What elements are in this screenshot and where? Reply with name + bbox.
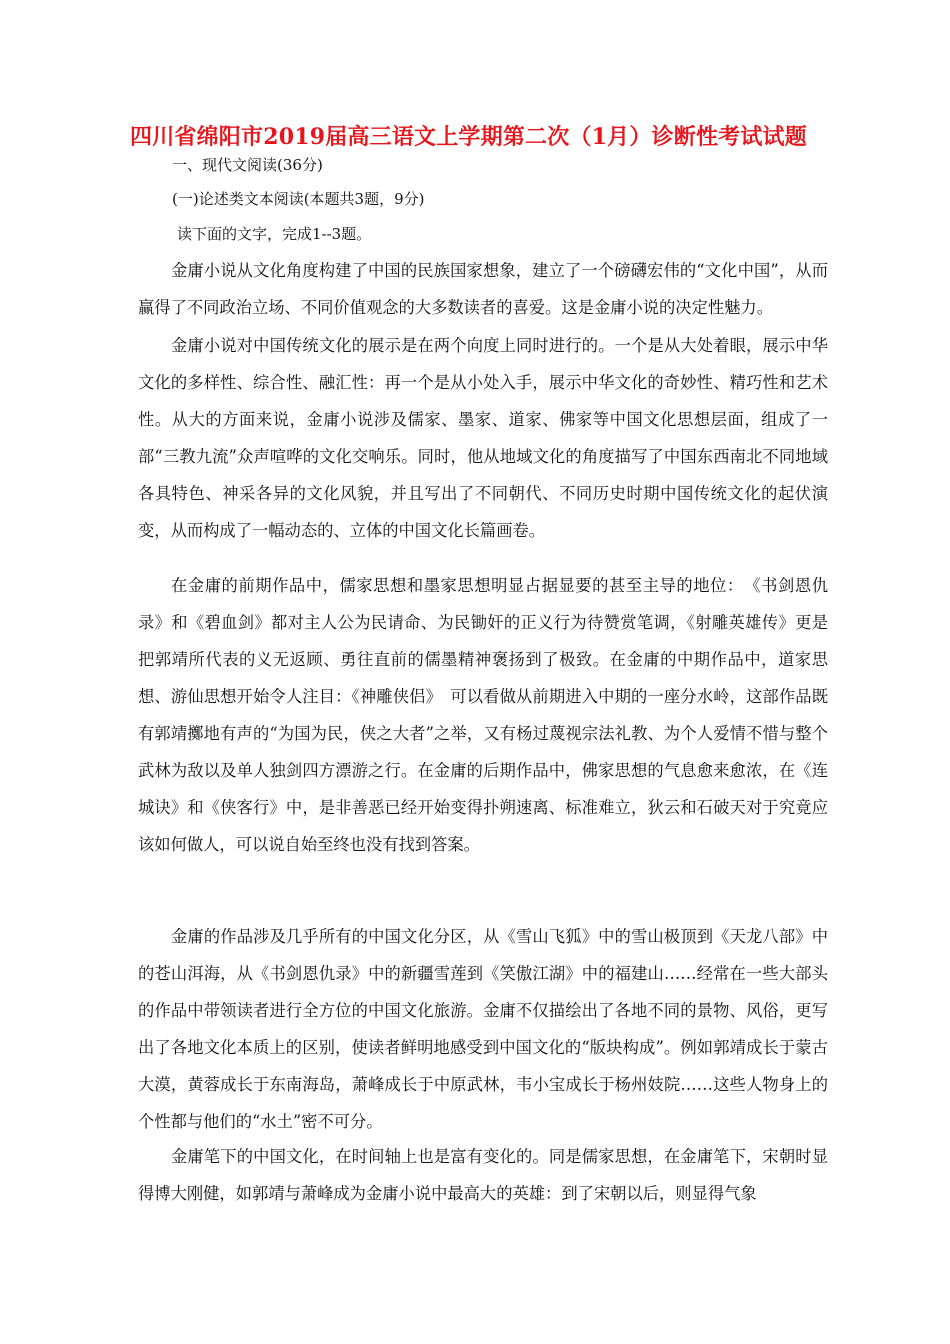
reading-instruction: 读下面的文字，完成1--3题。	[177, 225, 372, 243]
paragraph-2: 金庸小说对中国传统文化的展示是在两个向度上同时进行的。一个是从大处着眼，展示中华文化的多样性、综合性、融汇性：再一个是从小处入手，展示中华文化的奇妙性、精巧性和艺术性。从大的方面来说，金庸小说涉及儒家、墨家、道家、佛家等中国文化思想层面，组成了一部“三教九流”众声喧哗的文化交响乐。同时，他从地域文化的角度描写了中国东西南北不同地域各具特色、神采各异的文化风貌，并且写出了不同朝代、不同历史时期中国传统文化的起伏演变，从而构成了一幅动态的、立体的中国文化长篇画卷。	[138, 336, 828, 540]
paragraph-5: 金庸笔下的中国文化，在时间轴上也是富有变化的。同是儒家思想，在金庸笔下，宋朝时显得博大刚健，如郭靖与萧峰成为金庸小说中最高大的英雄：到了宋朝以后，则显得气象	[138, 1147, 828, 1203]
paragraph-3: 在金庸的前期作品中，儒家思想和墨家思想明显占据显要的甚至主导的地位： 《书剑恩仇录》和《碧血剑》都对主人公为民请命、为民锄奸的正义行为待赞赏笔调，《射雕英雄传》更是把郭靖所代表的义无返顾、勇往直前的儒墨精神褒扬到了极致。在金庸的中期作品中，道家思想、游仙思想开始令人注目：《神雕侠侣》 可以看做从前期进入中期的一座分水岭，这部作品既有郭靖擲地有声的“为国为民，侠之大者”之举，又有杨过蔑视宗法礼教、为个人爱情不惜与整个武林为敌以及单人独剑四方漂游之行。在金庸的后期作品中，佛家思想的气息愈来愈浓，在《连城诀》和《侠客行》中，是非善恶已经开始变得扑朔速离、标准难立，狄云和石破天对于究竟应该如何做人，可以说自始至终也没有找到答案。	[138, 576, 828, 854]
section-heading: 一、现代文阅读(36分)	[172, 156, 323, 174]
document-title: 四川省绵阳市2019届高三语文上学期第二次（1月）诊断性考试试题	[130, 124, 807, 150]
subsection-heading: (一)论述类文本阅读(本题共3题，9分)	[172, 190, 425, 208]
paragraph-1: 金庸小说从文化角度构建了中国的民族国家想象，建立了一个磅礴宏伟的“文化中国”，从而赢得了不同政治立场、不同价值观念的大多数读者的喜爱。这是金庸小说的决定性魅力。	[138, 261, 828, 317]
paragraph-4: 金庸的作品涉及几乎所有的中国文化分区，从《雪山飞狐》中的雪山极顶到《天龙八部》中的苍山洱海，从《书剑恩仇录》中的新疆雪莲到《笑傲江湖》中的福建山……经常在一些大部头的作品中带领读者进行全方位的中国文化旅游。金庸不仅描绘出了各地不同的景物、风俗，更写出了各地文化本质上的区别，使读者鲜明地感受到中国文化的“版块构成”。例如郭靖成长于蒙古大漠，黄蓉成长于东南海岛，萧峰成长于中原武林，韦小宝成长于杨州妓院……这些人物身上的个性都与他们的“水土”密不可分。	[138, 927, 828, 1131]
